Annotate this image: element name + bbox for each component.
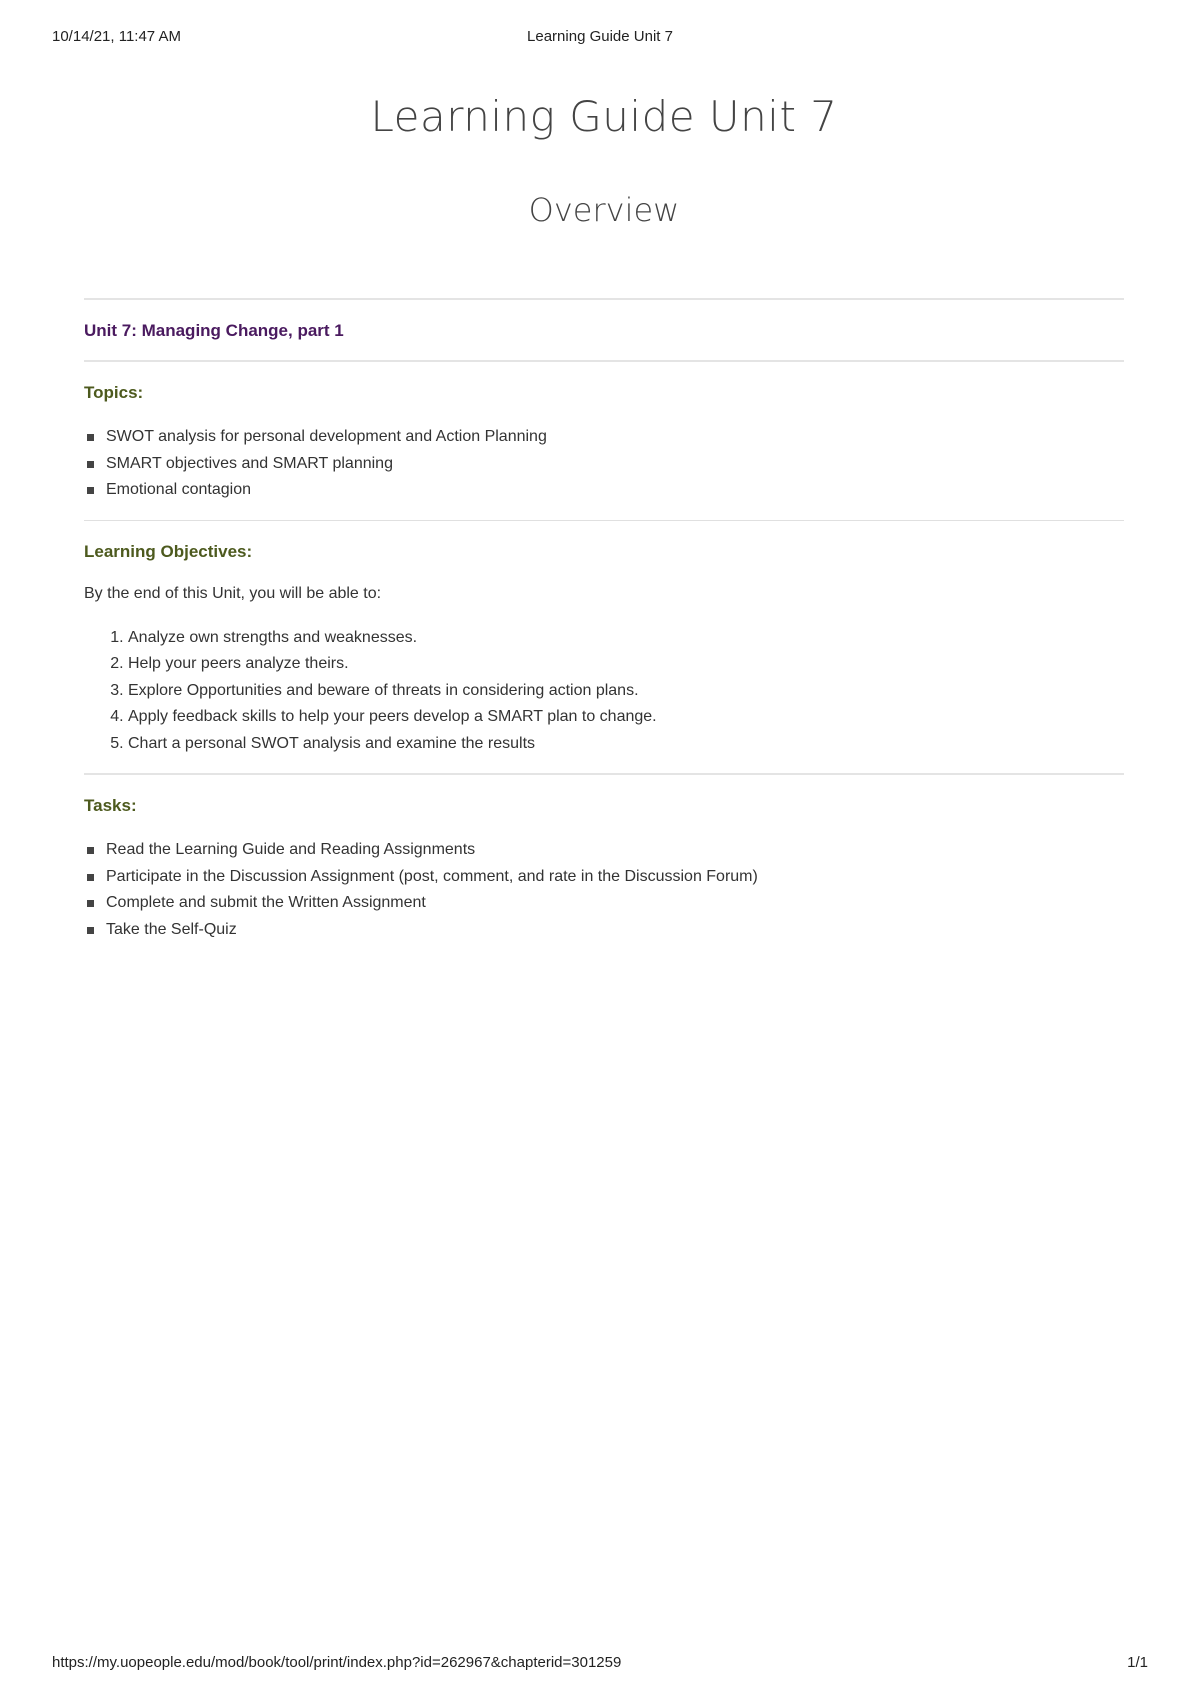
list-item: 3. Explore Opportunities and beware of threats in considering action plans. [128,678,1124,705]
list-item: 1. Analyze own strengths and weaknesses. [128,625,1124,652]
objectives-list [84,625,1124,758]
list-item: Participate in the Discussion Assignment (post, comment, and rate in the Discussion Forum) [84,864,1124,891]
learning-objectives-heading: Learning Objectives: [84,541,253,561]
topics-heading: Topics: [84,383,144,402]
section-title: Overview [528,191,680,229]
list-item: 5. Chart a personal SWOT analysis and examine the results [128,731,1124,758]
list-item: Read the Learning Guide and Reading Assignments [84,837,1124,864]
divider [84,773,1124,775]
unit-heading: Unit 7: Managing Change, part 1 [84,321,344,340]
page-title: Learning Guide Unit 7 [370,92,838,141]
topics-list [84,424,1124,504]
print-page-title: Learning Guide Unit 7 [527,28,673,45]
tasks-heading: Tasks: [84,796,137,815]
print-footer [0,1654,1200,1674]
list-item: 2. Help your peers analyze theirs. [128,651,1124,678]
book-chapter-content [84,82,1124,943]
list-item: Complete and submit the Written Assignment [84,890,1124,917]
list-item: Emotional contagion [84,477,1124,504]
list-item: 4. Apply feedback skills to help your peers develop a SMART plan to change. [128,704,1124,731]
divider [84,520,1124,521]
list-item: SWOT analysis for personal development and Action Planning [84,424,1124,451]
page-number: 1/1 [1127,1654,1148,1671]
list-item: SMART objectives and SMART planning [84,451,1124,478]
divider [84,360,1124,362]
objectives-intro: By the end of this Unit, you will be able to: [84,584,382,602]
list-item: Take the Self-Quiz [84,917,1124,944]
print-url: https://my.uopeople.edu/mod/book/tool/print/index.php?id=262967&chapterid=301259 [52,1654,622,1671]
print-timestamp: 10/14/21, 11:47 AM [52,28,181,45]
tasks-list [84,837,1124,943]
print-header [0,28,1200,48]
divider [84,298,1124,300]
